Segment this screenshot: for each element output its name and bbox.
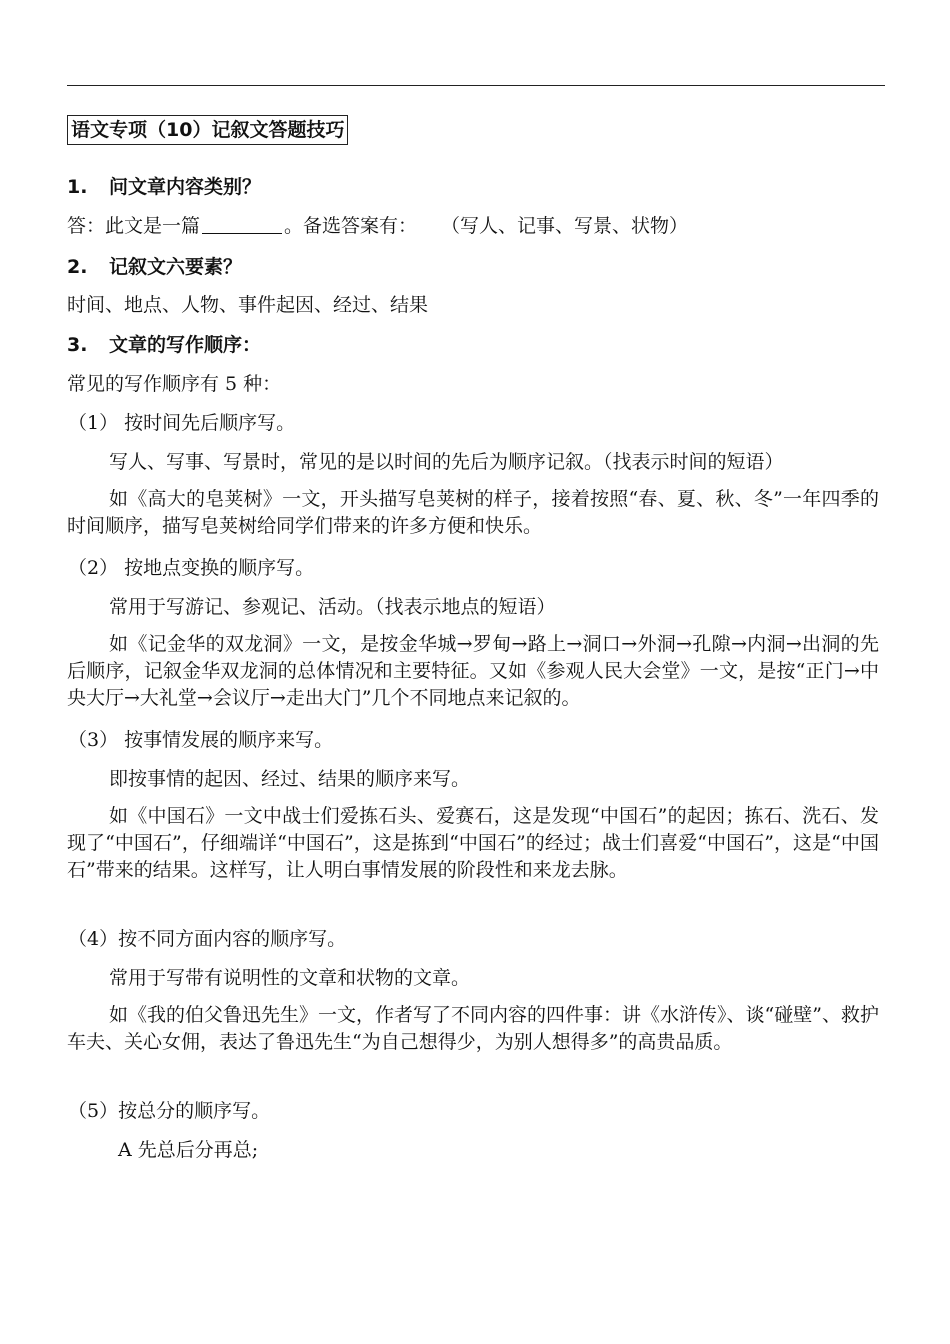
- question-1-heading: [67, 172, 879, 199]
- answer-suffix: 。备选答案有：: [284, 215, 418, 237]
- section-1-example: 如《高大的皂荚树》一文，开头描写皂荚树的样子，接着按照“春、夏、秋、冬”一年四季的时间顺序，描写皂荚树给同学们带来的许多方便和快乐。: [67, 488, 879, 537]
- question-1-text: 问文章内容类别？: [109, 176, 262, 198]
- section-5-title: （5）按总分的顺序写。: [68, 1100, 271, 1122]
- section-5-item-a: A 先总后分再总;: [118, 1139, 259, 1161]
- question-3-text: 文章的写作顺序：: [109, 334, 262, 356]
- answer-options: （写人、记事、写景、状物）: [441, 215, 689, 237]
- document-title: 语文专项（10）记叙文答题技巧: [67, 115, 348, 145]
- question-1-answer: [67, 211, 879, 238]
- section-4-example: 如《我的伯父鲁迅先生》一文，作者写了不同内容的四件事：讲《水浒传》、谈“碰壁”、救护车夫、关心女佣，表达了鲁迅先生“为自己想得少，为别人想得多”的高贵品质。: [67, 1004, 879, 1053]
- question-3-heading: [67, 330, 879, 357]
- section-2-title: （2） 按地点变换的顺序写。: [68, 557, 315, 579]
- section-3-title: （3） 按事情发展的顺序来写。: [68, 729, 334, 751]
- answer-prefix: 答：此文是一篇: [67, 215, 201, 237]
- question-2-number: 2.: [67, 256, 88, 278]
- header-rule: [67, 85, 885, 86]
- section-2-example: 如《记金华的双龙洞》一文，是按金华城→罗甸→路上→洞口→外洞→孔隙→内洞→出洞的先后顺序，记叙金华双龙洞的总体情况和主要特征。又如《参观人民大会堂》一文，是按“正门→中央大厅→大礼堂→会议厅→走出大门”几个不同地点来记叙的。: [67, 633, 879, 709]
- section-4-desc: 常用于写带有说明性的文章和状物的文章。: [109, 967, 471, 989]
- section-4-title: （4）按不同方面内容的顺序写。: [68, 928, 347, 950]
- section-2-desc: 常用于写游记、参观记、活动。（找表示地点的短语）: [109, 596, 556, 618]
- section-3-desc: 即按事情的起因、经过、结果的顺序来写。: [109, 768, 471, 790]
- question-1-number: 1.: [67, 176, 88, 198]
- question-3-number: 3.: [67, 334, 88, 356]
- question-3-intro: 常见的写作顺序有 5 种：: [67, 373, 282, 395]
- question-2-body: 时间、地点、人物、事件起因、经过、结果: [67, 294, 429, 316]
- section-1-title: （1） 按时间先后顺序写。: [68, 412, 296, 434]
- answer-blank[interactable]: [202, 215, 282, 234]
- question-2-text: 记叙文六要素？: [109, 256, 243, 278]
- question-2-heading: [67, 252, 879, 279]
- section-3-example: 如《中国石》一文中战士们爱拣石头、爱赛石，这是发现“中国石”的起因；拣石、洗石、发现了“中国石”，仔细端详“中国石”，这是拣到“中国石”的经过；战士们喜爱“中国石”，这是“中国石”带来的结果。这样写，让人明白事情发展的阶段性和来龙去脉。: [67, 805, 879, 881]
- section-1-desc: 写人、写事、写景时，常见的是以时间的先后为顺序记叙。（找表示时间的短语）: [109, 451, 784, 473]
